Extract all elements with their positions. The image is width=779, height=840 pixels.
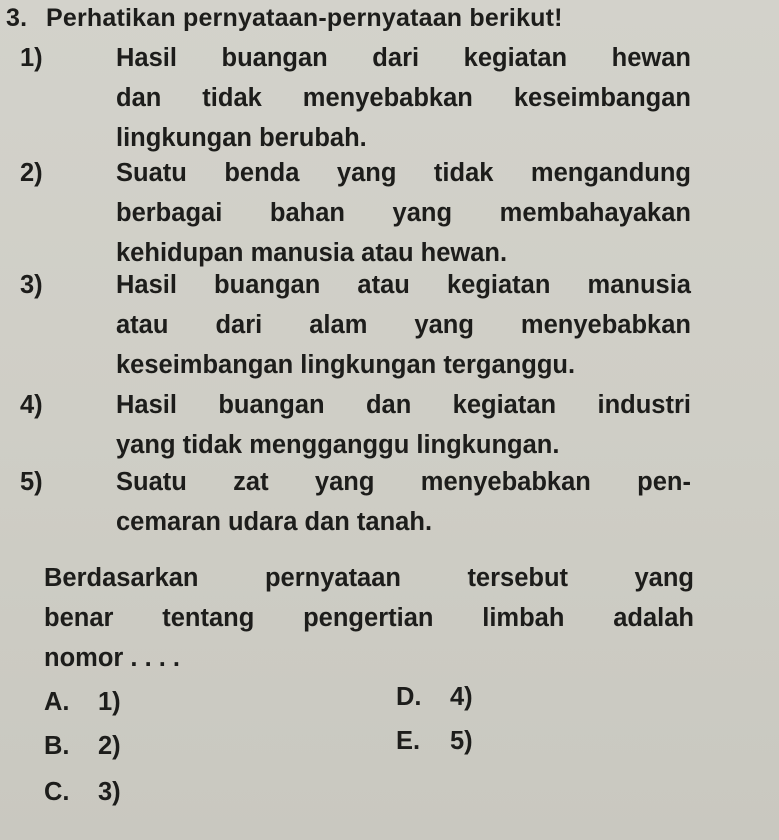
option-value: 1) [98,688,121,716]
stem-line: benar tentang pengertian limbah adalah [44,604,694,632]
statement-line: cemaran udara dan tanah. [116,508,433,536]
statement-line: yang tidak mengganggu lingkungan. [116,431,560,459]
option-a[interactable] [44,688,121,717]
stem-line: nomor . . . . [44,644,181,672]
statement-4 [20,385,695,465]
option-letter: E. [396,727,421,755]
statement-number: 4) [20,391,43,419]
statement-line: Suatu benda yang tidak mengandung [116,159,691,187]
option-letter: C. [44,778,70,806]
option-value: 2) [98,732,121,760]
statement-line: atau dari alam yang menyebabkan [116,311,691,339]
statement-line: dan tidak menyebabkan keseimbangan [116,84,691,112]
option-value: 4) [450,683,473,711]
statement-number: 5) [20,468,43,496]
option-letter: A. [44,688,70,716]
statement-line: Hasil buangan atau kegiatan manusia [116,271,691,299]
statement-line: kehidupan manusia atau hewan. [116,239,508,267]
statement-number: 3) [20,271,43,299]
option-value: 5) [450,727,473,755]
question-header [6,4,563,33]
stem-line: Berdasarkan pernyataan tersebut yang [44,564,694,592]
option-b[interactable] [44,732,121,761]
question-stem [44,558,694,678]
question-number: 3. [6,4,28,32]
statement-line: berbagai bahan yang membahayakan [116,199,691,227]
statement-5 [20,462,695,542]
statement-number: 1) [20,44,43,72]
option-d[interactable] [396,683,473,712]
option-letter: B. [44,732,70,760]
statement-line: Hasil buangan dan kegiatan industri [116,391,691,419]
statement-1 [20,38,695,158]
statement-3 [20,265,695,385]
statement-line: lingkungan berubah. [116,124,367,152]
statement-line: keseimbangan lingkungan terganggu. [116,351,576,379]
option-e[interactable] [396,727,473,756]
statement-number: 2) [20,159,43,187]
option-c[interactable] [44,778,121,807]
question-prompt: Perhatikan pernyataan-pernyataan berikut! [46,4,563,32]
statement-line: Hasil buangan dari kegiatan hewan [116,44,691,72]
statement-line: Suatu zat yang menyebabkan pen- [116,468,691,496]
statement-2 [20,153,695,273]
option-letter: D. [396,683,422,711]
option-value: 3) [98,778,121,806]
